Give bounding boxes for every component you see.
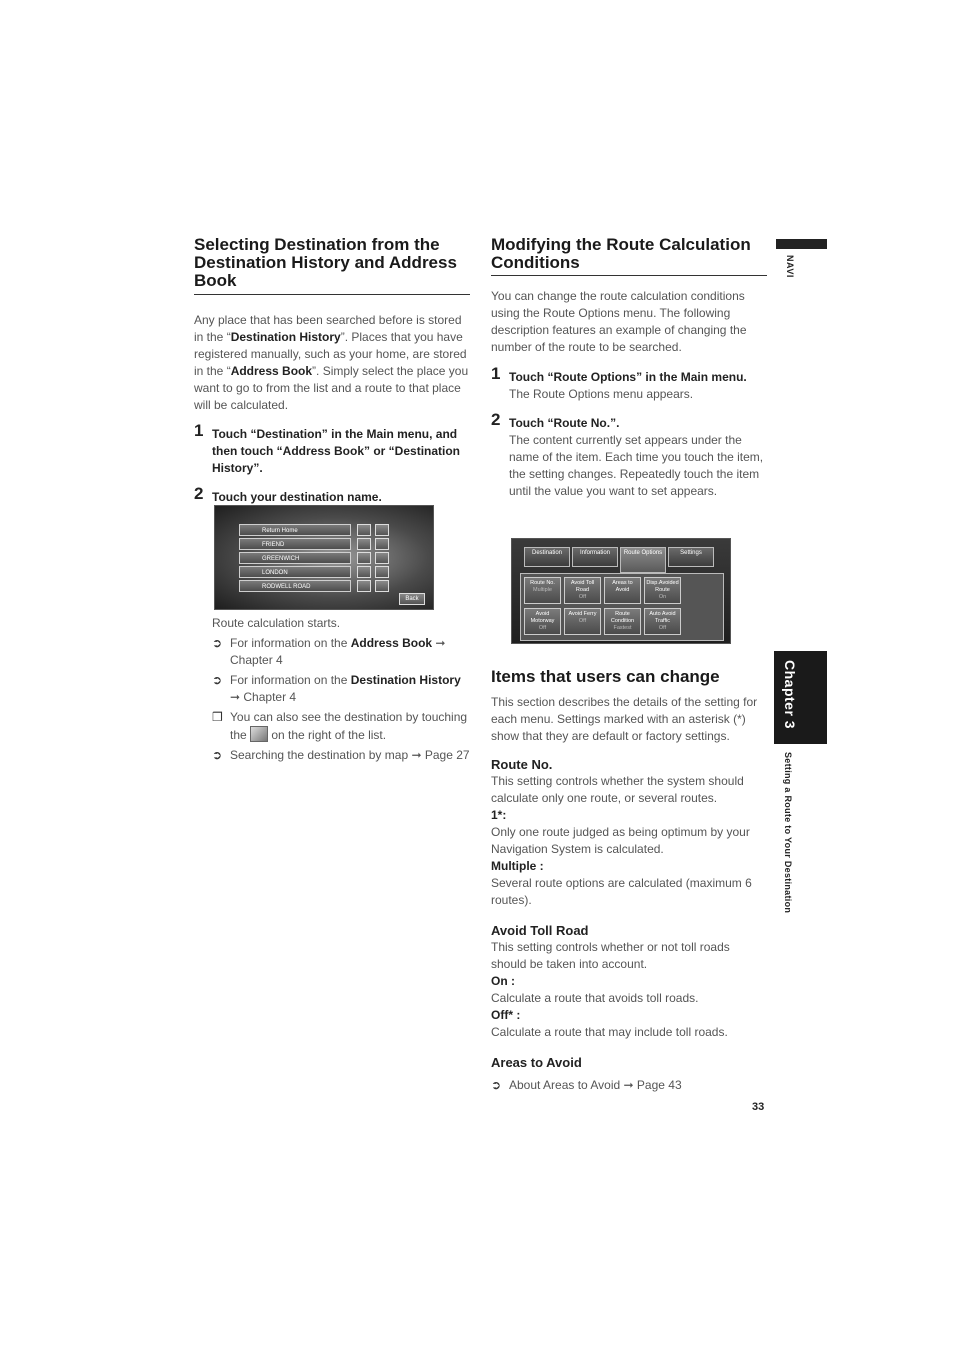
- arrow-bullet-icon: ➲: [212, 748, 223, 762]
- option-value: Off: [578, 618, 587, 624]
- chapter-label: Chapter 3: [782, 660, 798, 730]
- route-options-screenshot: [511, 538, 731, 644]
- avoid-toll-road-button[interactable]: [564, 577, 601, 604]
- navi-label: NAVI: [785, 255, 795, 278]
- note-destination-history: [212, 672, 470, 706]
- route-calc-starts: Route calculation starts.: [212, 616, 341, 630]
- toll-opt1-label: On :: [491, 974, 515, 988]
- step-number: 2: [194, 484, 204, 503]
- list-item[interactable]: [239, 524, 351, 536]
- auto-avoid-traffic-button[interactable]: [644, 608, 681, 635]
- areas-heading: Areas to Avoid: [491, 1055, 582, 1070]
- note-text: ➞ Chapter 4: [230, 636, 446, 667]
- option-label: Auto Avoid Traffic: [649, 611, 676, 624]
- toll-heading: Avoid Toll Road: [491, 923, 589, 938]
- left-notes: [212, 615, 470, 764]
- left-column: [194, 236, 470, 506]
- route-no-opt2-desc: Several route options are calculated (maximum 6 routes).: [491, 876, 752, 907]
- toll-opt1-desc: Calculate a route that avoids toll roads.: [491, 991, 699, 1005]
- step-label: Touch your destination name.: [212, 490, 382, 504]
- route-no-desc: This setting controls whether the system should calculate only one route, or several routes.: [491, 774, 744, 805]
- items-intro: This section describes the details of the setting for each menu. Settings marked with an asterisk (*) show that they are default or factory settings.: [491, 695, 758, 743]
- option-value: Multiple: [533, 587, 552, 593]
- edit-icon[interactable]: [375, 580, 389, 592]
- note-text: You can also see the destination by touching the: [230, 710, 468, 742]
- right-intro: You can change the route calculation conditions using the Route Options menu. The following description features an example of changing the number of the route to be searched.: [491, 289, 747, 354]
- step-label: Touch “Route Options” in the Main menu.: [509, 370, 747, 384]
- step-number: 2: [491, 410, 501, 429]
- info-icon[interactable]: [357, 552, 371, 564]
- step-description: The Route Options menu appears.: [509, 387, 694, 401]
- intro-bold-2: Address Book: [230, 364, 313, 378]
- section-heading-left: Selecting Destination from the Destination History and Address Book: [194, 236, 470, 295]
- map-icon: [250, 726, 268, 742]
- section-heading-right: Modifying the Route Calculation Conditions: [491, 236, 767, 276]
- left-intro: [194, 312, 470, 414]
- route-no-button[interactable]: [524, 577, 561, 604]
- toll-opt2-desc: Calculate a route that may include toll roads.: [491, 1025, 728, 1039]
- note-text: Searching the destination by map ➞ Page 27: [230, 748, 470, 762]
- note-text: For information on the: [230, 636, 351, 650]
- back-button[interactable]: Back: [399, 593, 425, 605]
- avoid-ferry-button[interactable]: [564, 608, 601, 635]
- option-label: Route No.: [530, 580, 555, 586]
- items-section: [491, 668, 767, 1094]
- square-bullet-icon: ❒: [212, 710, 223, 724]
- step-number: 1: [194, 421, 204, 440]
- step-number: 1: [491, 364, 501, 383]
- note-text: on the right of the list.: [268, 728, 387, 742]
- navi-bar: [776, 239, 827, 249]
- areas-note: [491, 1077, 767, 1094]
- note-text: For information on the: [230, 673, 351, 687]
- toll-desc: This setting controls whether or not toll roads should be taken into account.: [491, 940, 730, 971]
- tab-settings[interactable]: [668, 547, 714, 567]
- option-value: Fastest: [613, 625, 632, 631]
- left-step-1: [194, 421, 470, 477]
- intro-text-2: ”. Places that you have registered manually, such as your home, are stored in the “: [194, 330, 467, 378]
- edit-icon[interactable]: [375, 538, 389, 550]
- list-item[interactable]: [239, 538, 351, 550]
- section-side-label: Setting a Route to Your Destination: [783, 752, 793, 914]
- address-book-screenshot: [214, 505, 434, 610]
- tab-destination[interactable]: [524, 547, 570, 567]
- edit-icon[interactable]: [375, 552, 389, 564]
- right-step-2: [491, 410, 767, 500]
- list-item-label: Return Home: [262, 528, 298, 534]
- note-touch-icon: [212, 709, 470, 744]
- step-label: Touch “Destination” in the Main menu, and then touch “Address Book” or “Destination History”.: [212, 427, 461, 475]
- route-no-opt2-label: Multiple :: [491, 859, 544, 873]
- option-label: Avoid Motorway: [530, 611, 555, 624]
- note-address-book: [212, 635, 470, 669]
- info-icon[interactable]: [357, 580, 371, 592]
- info-icon[interactable]: [357, 538, 371, 550]
- page-number: 33: [752, 1101, 765, 1113]
- intro-text-3: ”. Simply select the place you want to go to from the list and a route to that place will be calculated.: [194, 364, 469, 412]
- note-search-by-map: [212, 747, 470, 764]
- tab-label: Destination: [531, 550, 563, 556]
- note-bold: Destination History: [350, 673, 461, 687]
- right-step-1: [491, 364, 767, 403]
- list-item[interactable]: [239, 566, 351, 578]
- route-no-opt1-label: 1*:: [491, 808, 507, 822]
- edit-icon[interactable]: [375, 566, 389, 578]
- areas-to-avoid-button[interactable]: [604, 577, 641, 604]
- options-panel: [520, 573, 724, 641]
- list-item-label: FRIEND: [262, 542, 285, 548]
- toll-opt2-label: Off* :: [491, 1008, 521, 1022]
- route-condition-button[interactable]: [604, 608, 641, 635]
- note-text: ➞ Chapter 4: [230, 690, 297, 704]
- list-item[interactable]: [239, 552, 351, 564]
- avoid-motorway-button[interactable]: [524, 608, 561, 635]
- step-label: Touch “Route No.”.: [509, 416, 620, 430]
- intro-text-1: Any place that has been searched before is stored in the “: [194, 313, 462, 344]
- edit-icon[interactable]: [375, 524, 389, 536]
- info-icon[interactable]: [357, 524, 371, 536]
- tab-information[interactable]: [572, 547, 618, 567]
- arrow-bullet-icon: ➲: [491, 1078, 502, 1092]
- tab-route-options[interactable]: [620, 547, 666, 573]
- step-description: The content currently set appears under the name of the item. Each time you touch the item, the setting changes. Repeatedly touch the item until the value you want to set appears.: [509, 433, 764, 498]
- arrow-bullet-icon: ➲: [212, 673, 223, 687]
- option-label: Disp.Avoided Route: [646, 580, 679, 593]
- list-item[interactable]: [239, 580, 351, 592]
- arrow-bullet-icon: ➲: [212, 636, 223, 650]
- option-value: On: [658, 594, 667, 600]
- option-label: Areas to Avoid: [612, 580, 633, 593]
- intro-bold-1: Destination History: [230, 330, 341, 344]
- option-label: Avoid Ferry: [568, 611, 597, 617]
- disp-avoided-route-button[interactable]: [644, 577, 681, 604]
- tab-label: Information: [579, 550, 610, 556]
- route-no-heading: Route No.: [491, 757, 553, 772]
- list-item-label: GREENWICH: [262, 556, 300, 562]
- right-column: [491, 236, 767, 500]
- info-icon[interactable]: [357, 566, 371, 578]
- option-label: Avoid Toll Road: [570, 580, 595, 593]
- tab-label: Route Options: [623, 550, 663, 556]
- note-text: About Areas to Avoid ➞ Page 43: [509, 1078, 682, 1092]
- tab-label: Settings: [680, 550, 702, 556]
- list-item-label: LONDON: [262, 570, 288, 576]
- left-step-2: [194, 484, 470, 506]
- note-bold: Address Book: [350, 636, 433, 650]
- option-value: Off: [538, 625, 547, 631]
- items-heading: Items that users can change: [491, 667, 720, 686]
- option-label: Route Condition: [610, 611, 635, 624]
- option-value: Off: [578, 594, 587, 600]
- route-no-opt1-desc: Only one route judged as being optimum by your Navigation System is calculated.: [491, 825, 750, 856]
- list-item-label: RODWELL ROAD: [262, 584, 311, 590]
- option-value: Off: [658, 625, 667, 631]
